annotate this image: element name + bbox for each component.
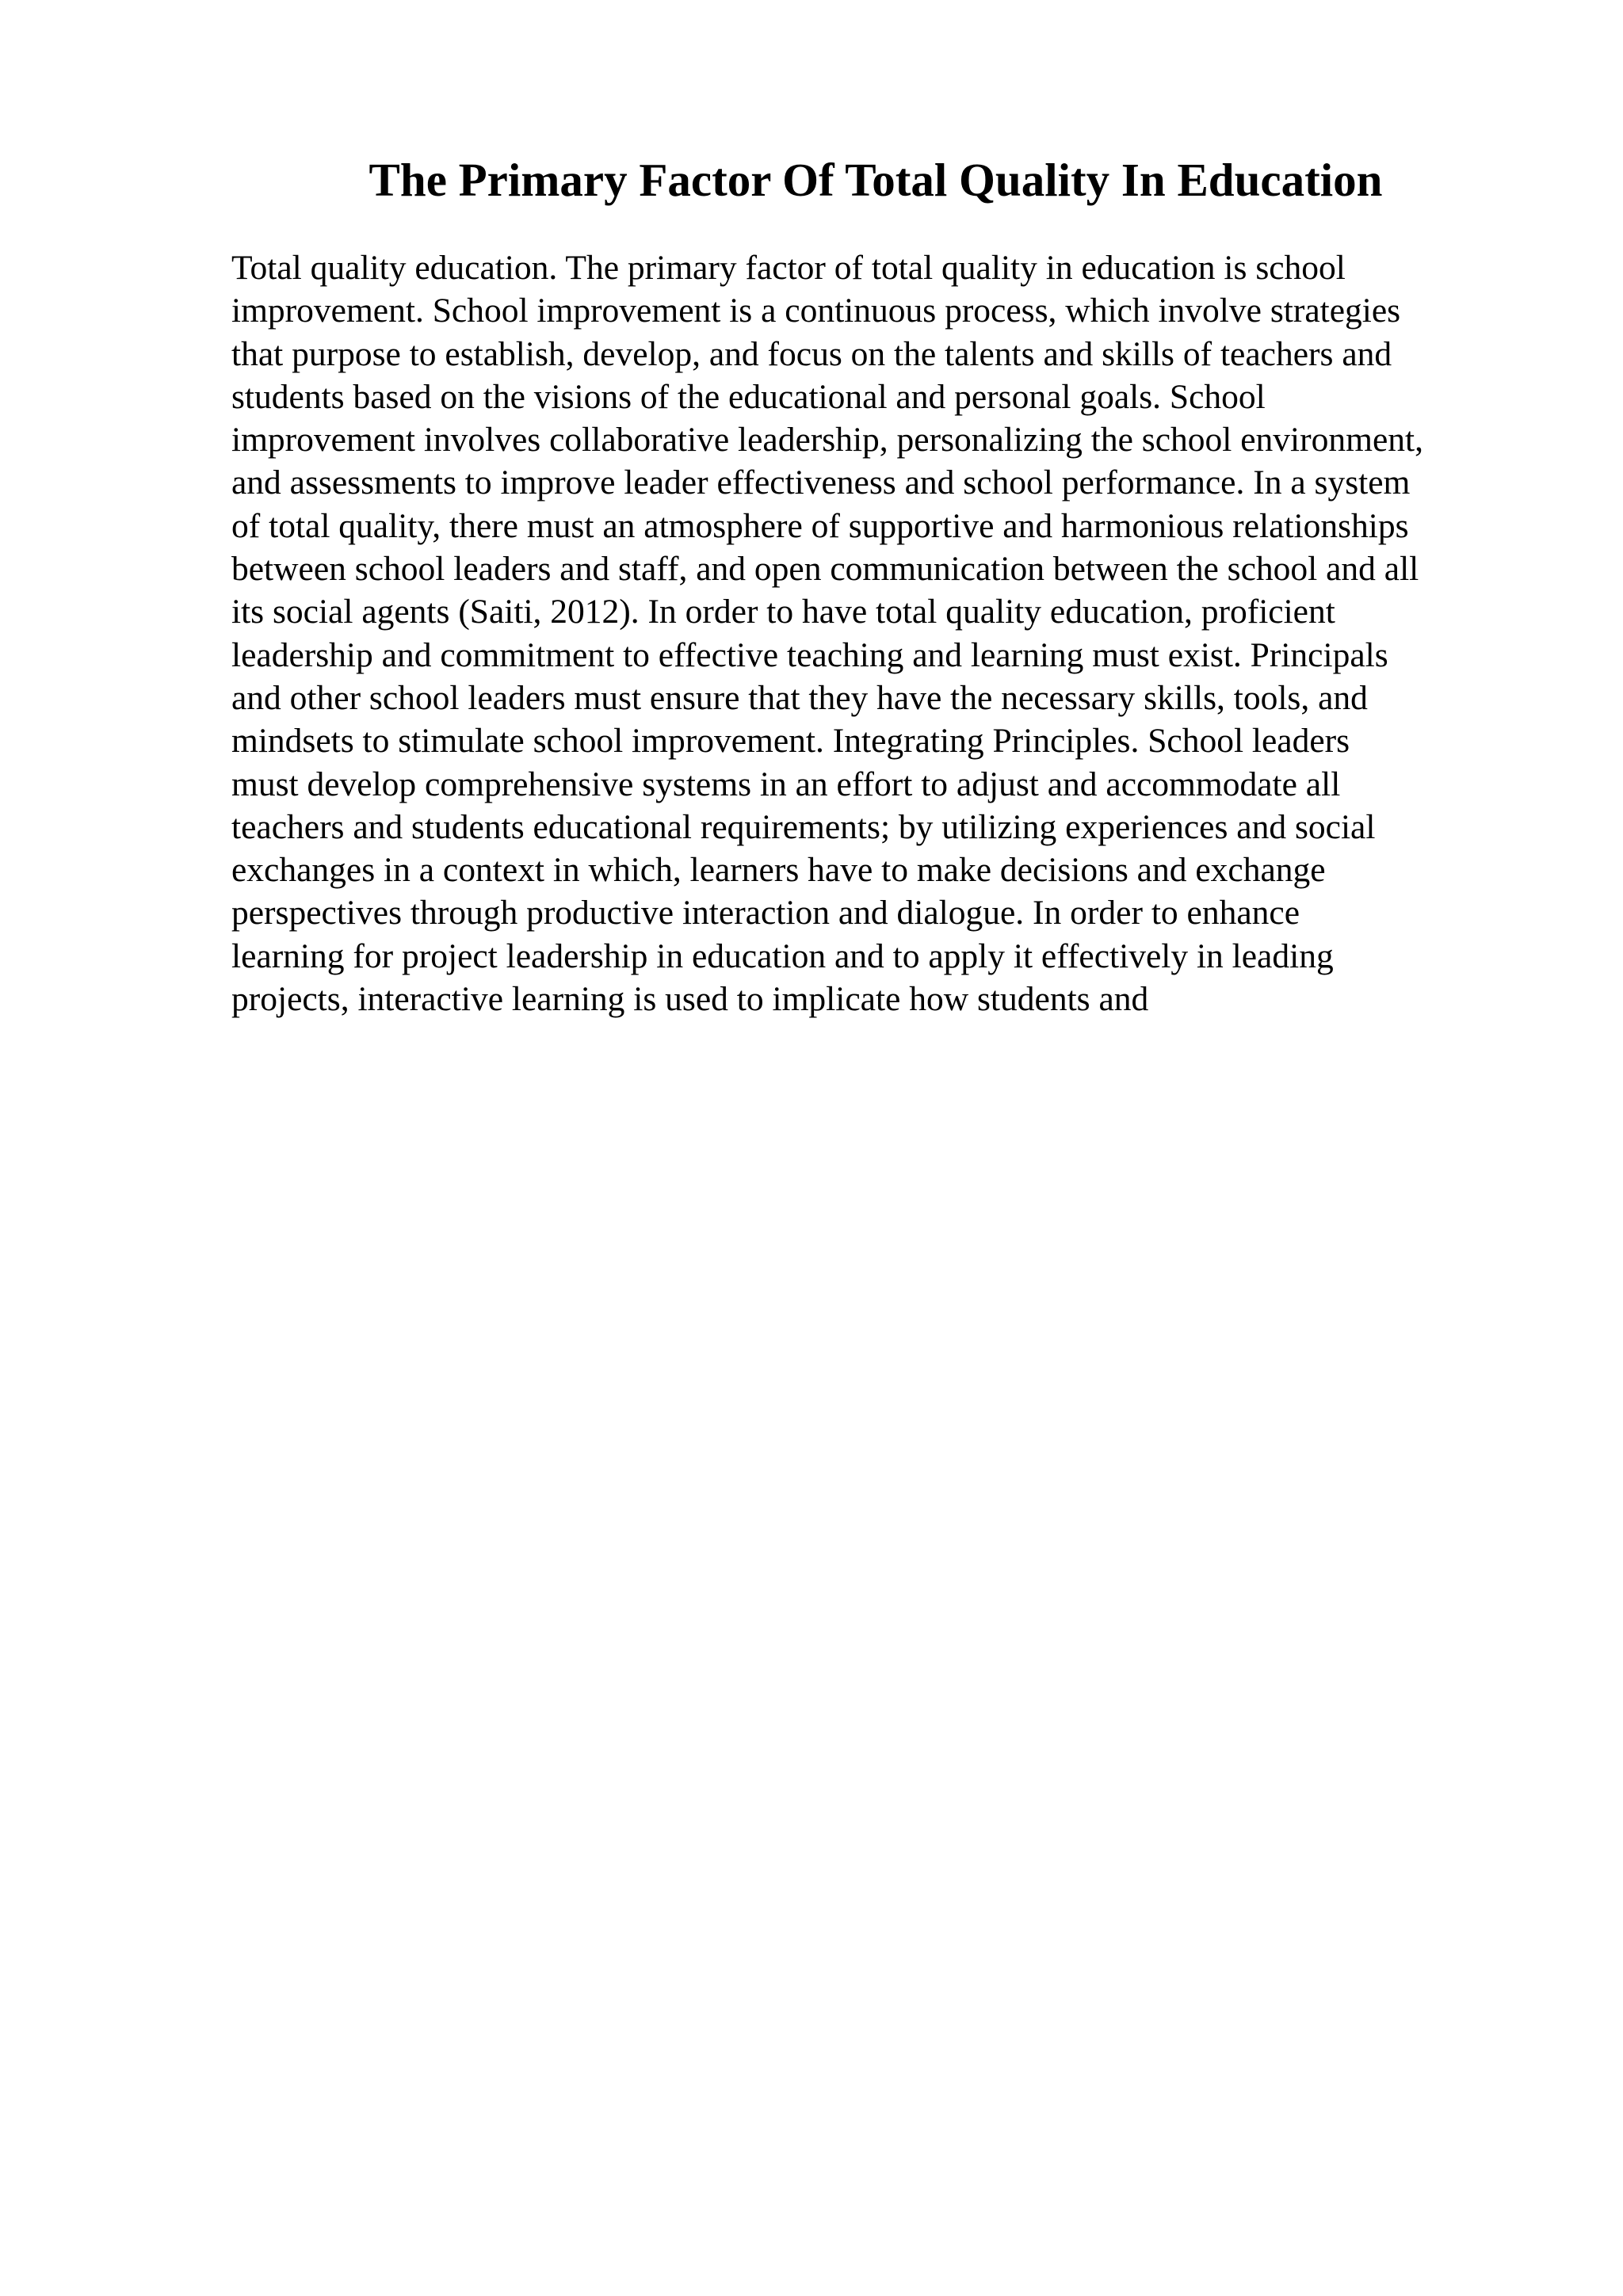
body-line: of total quality, there must an atmosphere of supportive and harmonious relationships <box>231 506 1409 545</box>
body-line: and other school leaders must ensure that they have the necessary skills, tools, and <box>231 678 1368 717</box>
body-line: must develop comprehensive systems in an effort to adjust and accommodate all <box>231 765 1341 803</box>
body-line: teachers and students educational requirements; by utilizing experiences and social <box>231 807 1376 846</box>
body-line: projects, interactive learning is used to implicate how students and <box>231 980 1149 1019</box>
document-title: The Primary Factor Of Total Quality In Education <box>369 154 1383 206</box>
body-paragraph <box>231 246 1531 1020</box>
body-line: leadership and commitment to effective teaching and learning must exist. Principals <box>231 635 1388 674</box>
body-line: learning for project leadership in education and to apply it effectively in leading <box>231 936 1334 975</box>
body-line: improvement involves collaborative leadership, personalizing the school environment, <box>231 421 1423 460</box>
body-line: students based on the visions of the educational and personal goals. School <box>231 377 1266 416</box>
body-line: and assessments to improve leader effectiveness and school performance. In a system <box>231 463 1411 502</box>
body-line: its social agents (Saiti, 2012). In order to have total quality education, proficient <box>231 593 1335 631</box>
body-line: Total quality education. The primary factor of total quality in education is school <box>231 249 1346 287</box>
body-line: exchanges in a context in which, learners have to make decisions and exchange <box>231 851 1326 890</box>
body-line: improvement. School improvement is a continuous process, which involve strategies <box>231 292 1401 330</box>
body-line: perspectives through productive interaction and dialogue. In order to enhance <box>231 894 1300 933</box>
body-line: mindsets to stimulate school improvement. Integrating Principles. School leaders <box>231 722 1350 761</box>
body-line: that purpose to establish, develop, and focus on the talents and skills of teachers and <box>231 334 1392 373</box>
body-line: between school leaders and staff, and open communication between the school and all <box>231 550 1419 589</box>
